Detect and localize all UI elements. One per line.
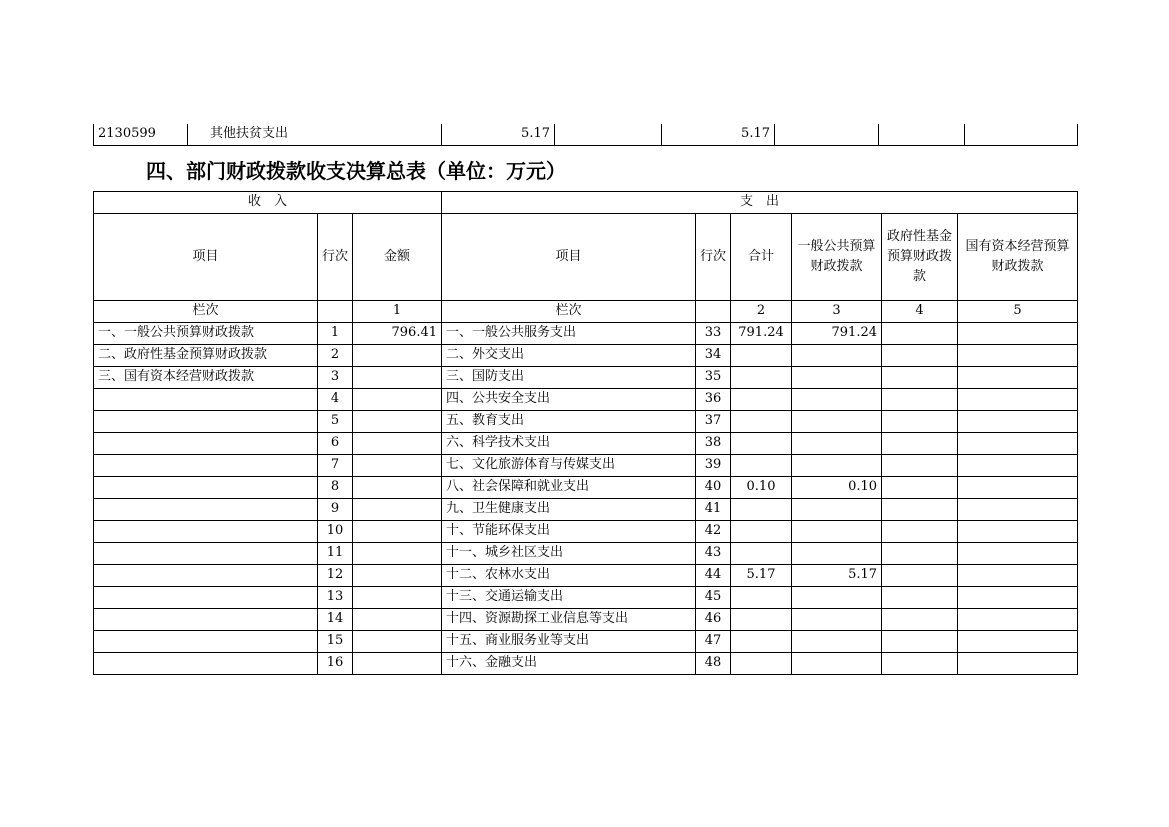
gov-fund-cell (882, 477, 958, 499)
income-amount-header: 金额 (353, 214, 442, 301)
gov-fund-cell (882, 543, 958, 565)
column-header-row (94, 214, 1078, 301)
gov-fund-cell (882, 565, 958, 587)
gov-fund-cell (882, 345, 958, 367)
income-line-cell: 10 (318, 521, 353, 543)
expense-item-cell: 四、公共安全支出 (442, 389, 696, 411)
income-line-cell: 13 (318, 587, 353, 609)
expense-item-cell: 十四、资源勘探工业信息等支出 (442, 609, 696, 631)
expense-item-cell: 二、外交支出 (442, 345, 696, 367)
income-amount-cell (353, 653, 442, 675)
income-line-cell: 14 (318, 609, 353, 631)
income-amount-cell (353, 609, 442, 631)
gov-fund-cell (882, 323, 958, 345)
general-budget-cell: 791.24 (792, 323, 882, 345)
table-row (94, 323, 1078, 345)
income-line-header: 行次 (318, 214, 353, 301)
expense-line-header: 行次 (696, 214, 731, 301)
total-cell (731, 631, 792, 653)
total-cell: 0.10 (731, 477, 792, 499)
state-capital-cell (958, 433, 1078, 455)
expense-item-cell: 九、卫生健康支出 (442, 499, 696, 521)
state-capital-cell (958, 521, 1078, 543)
expense-line-cell: 44 (696, 565, 731, 587)
state-capital-cell (958, 367, 1078, 389)
expense-line-cell: 36 (696, 389, 731, 411)
expense-line-cell: 35 (696, 367, 731, 389)
income-line-cell: 5 (318, 411, 353, 433)
table-row (94, 653, 1078, 675)
expense-item-cell: 六、科学技术支出 (442, 433, 696, 455)
state-capital-cell (958, 499, 1078, 521)
column-number: 3 (792, 301, 882, 323)
table-row (94, 477, 1078, 499)
table-row (94, 521, 1078, 543)
income-item-cell (94, 609, 318, 631)
income-item-cell (94, 587, 318, 609)
total-cell (731, 411, 792, 433)
general-budget-cell (792, 653, 882, 675)
income-amount-cell (353, 587, 442, 609)
income-line-cell: 1 (318, 323, 353, 345)
expense-section-header: 支 出 (442, 192, 1078, 214)
income-item-cell (94, 521, 318, 543)
income-amount-cell (353, 455, 442, 477)
table-row (94, 433, 1078, 455)
income-item-cell: 三、国有资本经营财政拨款 (94, 367, 318, 389)
empty-cell (775, 124, 879, 146)
expense-item-cell: 十、节能环保支出 (442, 521, 696, 543)
general-budget-cell (792, 521, 882, 543)
income-item-cell (94, 389, 318, 411)
empty-cell (965, 124, 1078, 146)
empty-cell (879, 124, 965, 146)
income-item-cell (94, 543, 318, 565)
amount-cell: 5.17 (442, 124, 555, 146)
state-capital-cell (958, 455, 1078, 477)
expense-item-cell: 十一、城乡社区支出 (442, 543, 696, 565)
table-row (94, 345, 1078, 367)
table-row (94, 499, 1078, 521)
state-capital-cell (958, 587, 1078, 609)
total-cell (731, 543, 792, 565)
income-amount-cell (353, 521, 442, 543)
state-capital-cell (958, 631, 1078, 653)
income-amount-cell (353, 543, 442, 565)
general-budget-cell (792, 433, 882, 455)
table-row (94, 609, 1078, 631)
income-item-cell (94, 455, 318, 477)
expense-line-cell: 41 (696, 499, 731, 521)
general-budget-header: 一般公共预算财政拨款 (792, 214, 882, 301)
state-capital-cell (958, 543, 1078, 565)
expense-line-cell: 47 (696, 631, 731, 653)
income-item-cell (94, 411, 318, 433)
gov-fund-cell (882, 587, 958, 609)
total-cell (731, 587, 792, 609)
expense-line-cell: 48 (696, 653, 731, 675)
gov-fund-cell (882, 411, 958, 433)
table-row (94, 455, 1078, 477)
table-row (94, 367, 1078, 389)
income-item-cell (94, 477, 318, 499)
expense-line-cell: 38 (696, 433, 731, 455)
general-budget-cell (792, 411, 882, 433)
state-capital-cell (958, 609, 1078, 631)
column-number-label: 栏次 (442, 301, 696, 323)
income-amount-cell (353, 433, 442, 455)
total-cell (731, 367, 792, 389)
empty-cell (318, 301, 353, 323)
income-line-cell: 11 (318, 543, 353, 565)
empty-cell (555, 124, 662, 146)
income-amount-cell (353, 389, 442, 411)
income-line-cell: 9 (318, 499, 353, 521)
column-number: 5 (958, 301, 1078, 323)
income-line-cell: 8 (318, 477, 353, 499)
function-name-cell: 其他扶贫支出 (188, 124, 442, 146)
gov-fund-cell (882, 499, 958, 521)
gov-fund-cell (882, 609, 958, 631)
gov-fund-header: 政府性基金预算财政拨款 (882, 214, 958, 301)
expense-line-cell: 39 (696, 455, 731, 477)
gov-fund-cell (882, 433, 958, 455)
table-row (94, 587, 1078, 609)
income-item-cell: 一、一般公共预算财政拨款 (94, 323, 318, 345)
expense-item-cell: 五、教育支出 (442, 411, 696, 433)
general-budget-cell (792, 631, 882, 653)
state-capital-cell (958, 653, 1078, 675)
expense-line-cell: 37 (696, 411, 731, 433)
table-row (94, 631, 1078, 653)
income-line-cell: 4 (318, 389, 353, 411)
gov-fund-cell (882, 455, 958, 477)
total-cell (731, 609, 792, 631)
table-row (94, 565, 1078, 587)
budget-summary-table (93, 191, 1078, 675)
income-amount-cell (353, 477, 442, 499)
column-number-label: 栏次 (94, 301, 318, 323)
gov-fund-cell (882, 653, 958, 675)
state-capital-header: 国有资本经营预算财政拨款 (958, 214, 1078, 301)
total-cell (731, 521, 792, 543)
income-line-cell: 3 (318, 367, 353, 389)
income-amount-cell: 796.41 (353, 323, 442, 345)
expense-item-cell: 七、文化旅游体育与传媒支出 (442, 455, 696, 477)
state-capital-cell (958, 565, 1078, 587)
expense-line-cell: 34 (696, 345, 731, 367)
empty-cell (696, 301, 731, 323)
income-item-cell (94, 565, 318, 587)
total-cell: 5.17 (731, 565, 792, 587)
gov-fund-cell (882, 367, 958, 389)
table-row (94, 411, 1078, 433)
gov-fund-cell (882, 521, 958, 543)
expense-line-cell: 40 (696, 477, 731, 499)
total-cell: 791.24 (731, 323, 792, 345)
income-line-cell: 7 (318, 455, 353, 477)
income-item-cell (94, 653, 318, 675)
income-line-cell: 12 (318, 565, 353, 587)
function-code-cell: 2130599 (94, 124, 188, 146)
income-item-cell: 二、政府性基金预算财政拨款 (94, 345, 318, 367)
section-header-row (94, 192, 1078, 214)
income-amount-cell (353, 565, 442, 587)
state-capital-cell (958, 389, 1078, 411)
total-cell (731, 433, 792, 455)
state-capital-cell (958, 345, 1078, 367)
general-budget-cell (792, 345, 882, 367)
expense-item-cell: 十二、农林水支出 (442, 565, 696, 587)
expense-line-cell: 33 (696, 323, 731, 345)
general-budget-cell (792, 609, 882, 631)
expense-line-cell: 43 (696, 543, 731, 565)
state-capital-cell (958, 411, 1078, 433)
income-amount-cell (353, 367, 442, 389)
general-budget-cell: 0.10 (792, 477, 882, 499)
expense-line-cell: 45 (696, 587, 731, 609)
table-title: 四、部门财政拨款收支决算总表（单位：万元） (146, 159, 566, 183)
total-cell (731, 653, 792, 675)
general-budget-cell (792, 455, 882, 477)
column-number: 1 (353, 301, 442, 323)
expense-item-cell: 一、一般公共服务支出 (442, 323, 696, 345)
general-budget-cell (792, 499, 882, 521)
income-line-cell: 2 (318, 345, 353, 367)
expense-item-cell: 三、国防支出 (442, 367, 696, 389)
general-budget-cell: 5.17 (792, 565, 882, 587)
income-item-cell (94, 631, 318, 653)
column-number-row (94, 301, 1078, 323)
expense-item-header: 项目 (442, 214, 696, 301)
table-body (94, 323, 1078, 675)
gov-fund-cell (882, 631, 958, 653)
income-line-cell: 15 (318, 631, 353, 653)
income-item-cell (94, 433, 318, 455)
general-budget-cell (792, 587, 882, 609)
column-number: 4 (882, 301, 958, 323)
income-item-cell (94, 499, 318, 521)
expense-line-cell: 42 (696, 521, 731, 543)
expense-line-cell: 46 (696, 609, 731, 631)
income-item-header: 项目 (94, 214, 318, 301)
total-cell (731, 345, 792, 367)
state-capital-cell (958, 323, 1078, 345)
table-row (94, 124, 1078, 146)
previous-table-row (93, 124, 1078, 146)
income-amount-cell (353, 411, 442, 433)
expense-item-cell: 八、社会保障和就业支出 (442, 477, 696, 499)
expense-item-cell: 十五、商业服务业等支出 (442, 631, 696, 653)
total-header: 合计 (731, 214, 792, 301)
total-cell (731, 499, 792, 521)
income-amount-cell (353, 499, 442, 521)
expense-item-cell: 十三、交通运输支出 (442, 587, 696, 609)
column-number: 2 (731, 301, 792, 323)
income-line-cell: 6 (318, 433, 353, 455)
general-budget-cell (792, 389, 882, 411)
gov-fund-cell (882, 389, 958, 411)
amount-cell: 5.17 (662, 124, 775, 146)
income-section-header: 收 入 (94, 192, 442, 214)
table-row (94, 543, 1078, 565)
income-amount-cell (353, 631, 442, 653)
expense-item-cell: 十六、金融支出 (442, 653, 696, 675)
table-row (94, 389, 1078, 411)
total-cell (731, 455, 792, 477)
general-budget-cell (792, 543, 882, 565)
income-amount-cell (353, 345, 442, 367)
state-capital-cell (958, 477, 1078, 499)
general-budget-cell (792, 367, 882, 389)
total-cell (731, 389, 792, 411)
income-line-cell: 16 (318, 653, 353, 675)
